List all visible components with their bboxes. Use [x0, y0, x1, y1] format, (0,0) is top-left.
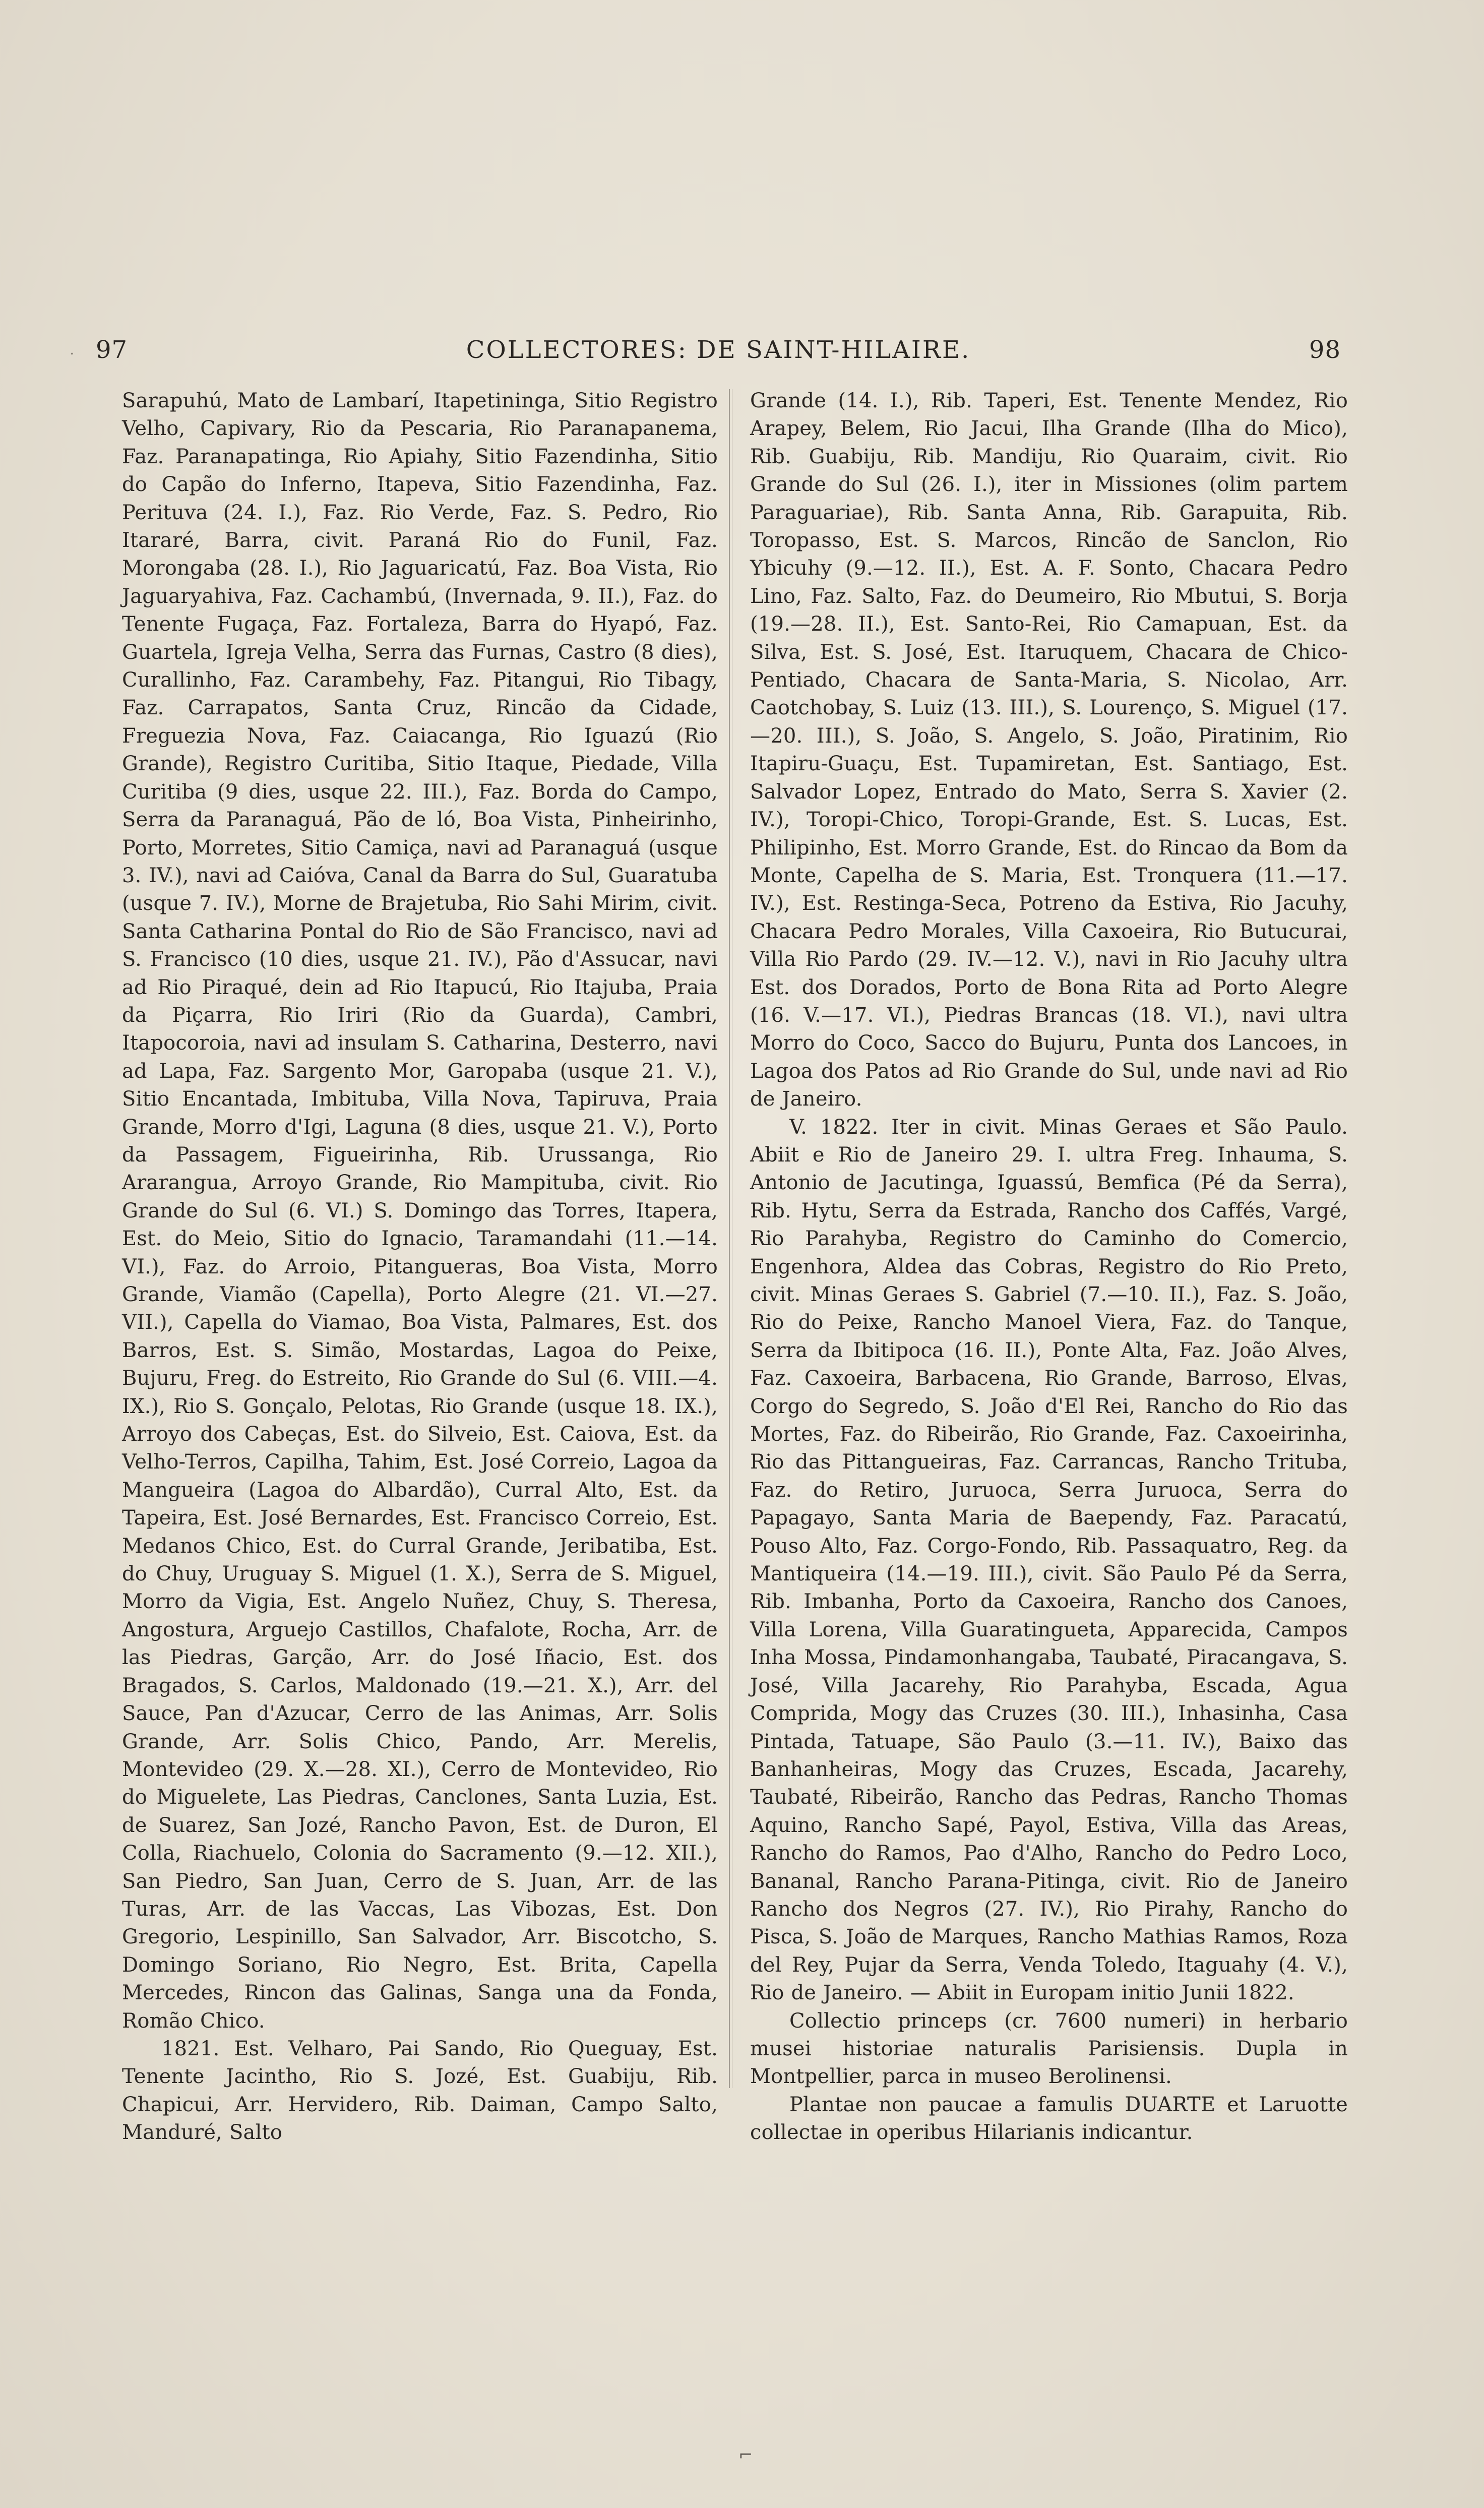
right-column	[750, 387, 1348, 2147]
left-paragraph-1: Sarapuhú, Mato de Lambarí, Itapetininga, Sitio Registro Velho, Capivary, Rio da Pescaria, Rio Paranapanema, Faz. Paranapatinga, Rio Apiahy, Sitio Fazendinha, Sitio do Capão do Inferno, Itapeva, Sitio Fazendinha, Faz. Perituva (24. I.), Faz. Rio Verde, Faz. S. Pedro, Rio Itararé, Barra, civit. Paraná Rio do Funil, Faz. Morongaba (28. I.), Rio Jaguaricatú, Faz. Boa Vista, Rio Jaguaryahiva, Faz. Cachambú, (Invernada, 9. II.), Faz. do Tenente Fugaça, Faz. Fortaleza, Barra do Hyapó, Faz. Guartela, Igreja Velha, Serra das Furnas, Castro (8 dies), Curallinho, Faz. Carambehy, Faz. Pitangui, Rio Tibagy, Faz. Carrapatos, Santa Cruz, Rincão da Cidade, Freguezia Nova, Faz. Caiacanga, Rio Iguazú (Rio Grande), Registro Curitiba, Sitio Itaque, Piedade, Villa Curitiba (9 dies, usque 22. III.), Faz. Borda do Campo, Serra da Paranaguá, Pão de ló, Boa Vista, Pinheirinho, Porto, Morretes, Sitio Camiça, navi ad Paranaguá (usque 3. IV.), navi ad Caióva, Canal da Barra do Sul, Guaratuba (usque 7. IV.), Morne de Brajetuba, Rio Sahi Mirim, civit. Santa Catharina Pontal do Rio de São Francisco, navi ad S. Francisco (10 dies, usque 21. IV.), Pão d'Assucar, navi ad Rio Piraqué, dein ad Rio Itapucú, Rio Itajuba, Praia da Piçarra, Rio Iriri (Rio da Guarda), Cambri, Itapocoroia, navi ad insulam S. Catharina, Desterro, navi ad Lapa, Faz. Sargento Mor, Garopaba (usque 21. V.), Sitio Encantada, Imbituba, Villa Nova, Tapiruva, Praia Grande, Morro d'Igi, Laguna (8 dies, usque 21. V.), Porto da Passagem, Figueirinha, Rib. Urussanga, Rio Ararangua, Arroyo Grande, Rio Mampituba, civit. Rio Grande do Sul (6. VI.) S. Domingo das Torres, Itapera, Est. do Meio, Sitio do Ignacio, Taramandahi (11.—14. VI.), Faz. do Arroio, Pitangueras, Boa Vista, Morro Grande, Viamão (Capella), Porto Alegre (21. VI.—27. VII.), Capella do Viamao, Boa Vista, Palmares, Est. dos Barros, Est. S. Simão, Mostardas, Lagoa do Peixe, Bujuru, Freg. do Estreito, Rio Grande do Sul (6. VIII.—4. IX.), Rio S. Gonçalo, Pelotas, Rio Grande (usque 18. IX.), Arroyo dos Cabeças, Est. do Silveio, Est. Caiova, Est. da Velho-Terros, Capilha, Tahim, Est. José Correio, Lagoa da Mangueira (Lagoa do Albardão), Curral Alto, Est. da Tapeira, Est. José Bernardes, Est. Francisco Correio, Est. Medanos Chico, Est. do Curral Grande, Jeribatiba, Est. do Chuy, Uruguay S. Miguel (1. X.), Serra de S. Miguel, Morro da Vigia, Est. Angelo Nuñez, Chuy, S. Theresa, Angostura, Arguejo Castillos, Chafalote, Rocha, Arr. de las Piedras, Garção, Arr. do José Iñacio, Est. dos Bragados, S. Carlos, Maldonado (19.—21. X.), Arr. del Sauce, Pan d'Azucar, Cerro de las Animas, Arr. Solis Grande, Arr. Solis Chico, Pando, Arr. Merelis, Montevideo (29. X.—28. XI.), Cerro de Montevideo, Rio do Miguelete, Las Piedras, Canclones, Santa Luzia, Est. de Suarez, San Jozé, Rancho Pavon, Est. de Duron, El Colla, Riachuelo, Colonia do Sacramento (9.—12. XII.), San Piedro, San Juan, Cerro de S. Juan, Arr. de las Turas, Arr. de las Vaccas, Las Vibozas, Est. Don Gregorio, Lespinillo, San Salvador, Arr. Biscotcho, S. Domingo Soriano, Rio Negro, Est. Brita, Capella Mercedes, Rincon das Galinas, Sanga una da Fonda, Romão Chico.	[122, 389, 718, 2033]
left-column	[122, 387, 718, 2147]
right-paragraph-4: Plantae non paucae a famulis DUARTE et Laruotte collectae in operibus Hilarianis indicantur.	[750, 2093, 1348, 2145]
page-number-right: 98	[1309, 336, 1341, 364]
column-divider	[729, 389, 730, 2088]
right-paragraph-2: V. 1822. Iter in civit. Minas Geraes et São Paulo. Abiit e Rio de Janeiro 29. I. ultra Freg. Inhauma, S. Antonio de Jacutinga, Iguassú, Bemfica (Pé da Serra), Rib. Hytu, Serra da Estrada, Rancho dos Caffés, Vargé, Rio Parahyba, Registro do Caminho do Comercio, Engenhora, Aldea das Cobras, Registro do Rio Preto, civit. Minas Geraes S. Gabriel (7.—10. II.), Faz. S. João, Rio do Peixe, Rancho Manoel Viera, Faz. do Tanque, Serra da Ibitipoca (16. II.), Ponte Alta, Faz. João Alves, Faz. Caxoeira, Barbacena, Rio Grande, Barroso, Elvas, Corgo do Segredo, S. João d'El Rei, Rancho do Rio das Mortes, Faz. do Ribeirão, Rio Grande, Faz. Caxoeirinha, Rio das Pittangueiras, Faz. Carrancas, Rancho Trituba, Faz. do Retiro, Juruoca, Serra Juruoca, Serra do Papagayo, Santa Maria de Baependy, Faz. Paracatú, Pouso Alto, Faz. Corgo-Fondo, Rib. Passaquatro, Reg. da Mantiqueira (14.—19. III.), civit. São Paulo Pé da Serra, Rib. Imbanha, Porto da Caxoeira, Rancho dos Canoes, Villa Lorena, Villa Guaratingueta, Apparecida, Campos Inha Mossa, Pindamonhangaba, Taubaté, Piracangava, S. José, Villa Jacarehy, Rio Parahyba, Escada, Agua Comprida, Mogy das Cruzes (30. III.), Inhasinha, Casa Pintada, Tatuape, São Paulo (3.—11. IV.), Baixo das Banhanheiras, Mogy das Cruzes, Escada, Jacarehy, Taubaté, Ribeirão, Rancho das Pedras, Rancho Thomas Aquino, Rancho Sapé, Payol, Estiva, Villa das Areas, Rancho do Ramos, Pao d'Alho, Rancho do Pedro Loco, Bananal, Rancho Parana-Pitinga, civit. Rio de Janeiro Rancho dos Negros (27. IV.), Rio Pirahy, Rancho do Pisca, S. João de Marques, Rancho Mathias Ramos, Roza del Rey, Pujar da Serra, Venda Toledo, Itaguahy (4. V.), Rio de Janeiro. — Abiit in Europam initio Junii 1822.	[750, 1115, 1348, 2005]
edge-dot: .	[70, 341, 75, 358]
running-header	[96, 335, 1341, 365]
running-title: COLLECTORES: DE SAINT-HILAIRE.	[466, 336, 971, 364]
footer-mark: ⌐	[738, 2445, 753, 2465]
page-number-left: 97	[96, 336, 128, 364]
left-paragraph-2: 1821. Est. Velharo, Pai Sando, Rio Queguay, Est. Tenente Jacintho, Rio S. Jozé, Est. Guabiju, Rib. Chapicui, Arr. Hervidero, Rib. Daiman, Campo Salto, Manduré, Salto	[122, 2037, 718, 2145]
right-paragraph-3: Collectio princeps (cr. 7600 numeri) in herbario musei historiae naturalis Parisiensis. Dupla in Montpellier, parca in museo Berolinensi.	[750, 2009, 1348, 2089]
right-paragraph-1: Grande (14. I.), Rib. Taperi, Est. Tenente Mendez, Rio Arapey, Belem, Rio Jacui, Ilha Grande (Ilha do Mico), Rib. Guabiju, Rib. Mandiju, Rio Quaraim, civit. Rio Grande do Sul (26. I.), iter in Missiones (olim partem Paraguariae), Rib. Santa Anna, Rib. Garapuita, Rib. Toropasso, Est. S. Marcos, Rincão de Sanclon, Rio Ybicuhy (9.—12. II.), Est. A. F. Sonto, Chacara Pedro Lino, Faz. Salto, Faz. do Deumeiro, Rio Mbutui, S. Borja (19.—28. II.), Est. Santo-Rei, Rio Camapuan, Est. da Silva, Est. S. José, Est. Itaruquem, Chacara de Chico-Pentiado, Chacara de Santa-Maria, S. Nicolao, Arr. Caotchobay, S. Luiz (13. III.), S. Lourenço, S. Miguel (17.—20. III.), S. João, S. Angelo, S. João, Piratinim, Rio Itapiru-Guaçu, Est. Tupamiretan, Est. Santiago, Est. Salvador Lopez, Entrado do Mato, Serra S. Xavier (2. IV.), Toropi-Chico, Toropi-Grande, Est. S. Lucas, Est. Philipinho, Est. Morro Grande, Est. do Rincao da Bom da Monte, Capelha de S. Maria, Est. Tronquera (11.—17. IV.), Est. Restinga-Seca, Potreno da Estiva, Rio Jacuhy, Chacara Pedro Morales, Villa Caxoeira, Rio Butucurai, Villa Rio Pardo (29. IV.—12. V.), navi in Rio Jacuhy ultra Est. dos Dorados, Porto de Bona Rita ad Porto Alegre (16. V.—17. VI.), Piedras Brancas (18. VI.), navi ultra Morro do Coco, Sacco do Bujuru, Punta dos Lancoes, in Lagoa dos Patos ad Rio Grande do Sul, unde navi ad Rio de Janeiro.	[750, 389, 1348, 1111]
